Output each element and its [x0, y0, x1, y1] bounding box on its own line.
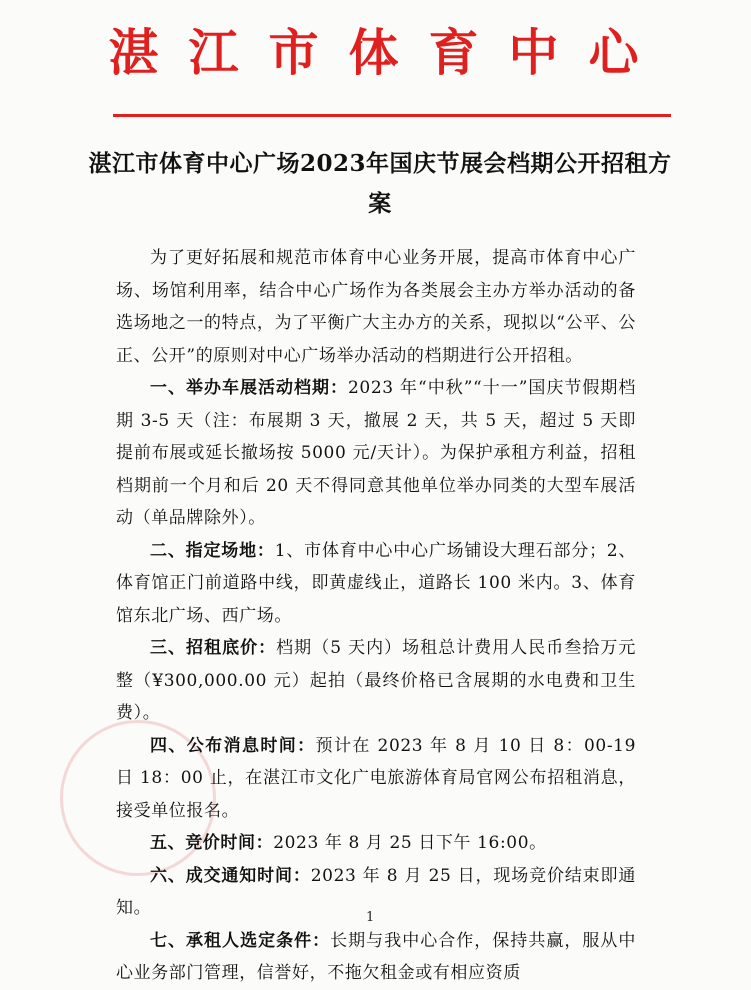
- section-text: 长期与我中心合作，保持共赢，服从中心业务部门管理，信誉好，不拖欠租金或有相应资质: [116, 930, 636, 983]
- section-1: [116, 372, 636, 535]
- section-heading: 六、成交通知时间：: [150, 865, 311, 886]
- section-6: [116, 860, 636, 925]
- intro-paragraph: 为了更好拓展和规范市体育中心业务开展，提高市体育中心广场、场馆利用率，结合中心广场作为各类展会主办方举办活动的备选场地之一的特点，为了平衡广大主办方的关系，现拟以“公平、公正、公开”的原则对中心广场举办活动的档期进行公开招租。: [116, 248, 636, 366]
- section-heading: 一、举办车展活动档期：: [150, 378, 348, 398]
- document-body: [116, 242, 636, 990]
- section-text: 2023 年 8 月 25 日，现场竞价结束即通知。: [116, 865, 636, 918]
- section-text: 档期（5 天内）场租总计费用人民币叁拾万元整（¥300,000.00 元）起拍（最终价格已含展期的水电费和卫生费）。: [116, 638, 636, 723]
- section-heading: 五、竞价时间：: [150, 833, 274, 853]
- document-title: 湛江市体育中心广场2023年国庆节展会档期公开招租方案: [88, 150, 672, 217]
- section-3: [116, 632, 636, 730]
- section-4: [116, 730, 636, 828]
- section-text: 2023 年 8 月 25 日下午 16:00。: [273, 833, 547, 853]
- section-heading: 三、招租底价：: [150, 638, 277, 658]
- section-7: [116, 925, 636, 990]
- red-divider: [113, 114, 671, 117]
- section-heading: 四、公布消息时间：: [150, 735, 316, 756]
- section-2: [116, 535, 636, 633]
- section-heading: 七、承租人选定条件：: [150, 930, 331, 951]
- section-5: [116, 827, 636, 860]
- section-text: 1、市体育中心中心广场铺设大理石部分；2、体育馆正门前道路中线，即黄虚线止，道路长 100 米内。3、体育馆东北广场、西广场。: [116, 540, 636, 626]
- section-heading: 二、指定场地：: [150, 540, 275, 561]
- letterhead-title: 湛江市体育中心: [108, 23, 669, 82]
- section-text: 2023 年“中秋”“十一”国庆节假期档期 3-5 天（注：布展期 3 天，撤展 2 天，共 5 天，超过 5 天即提前布展或延长撤场按 5000 元/天计）。为保护承租方利益，招租档期前一个月和后 20 天不得同意其他单位举办同类的大型车展活动（单品牌除外）。: [116, 378, 636, 528]
- section-text: 预计在 2023 年 8 月 10 日 8：00-19 日 18：00 止，在湛江市文化广电旅游体育局官网公布招租消息，接受单位报名。: [116, 735, 637, 821]
- page-number: 1: [366, 910, 375, 925]
